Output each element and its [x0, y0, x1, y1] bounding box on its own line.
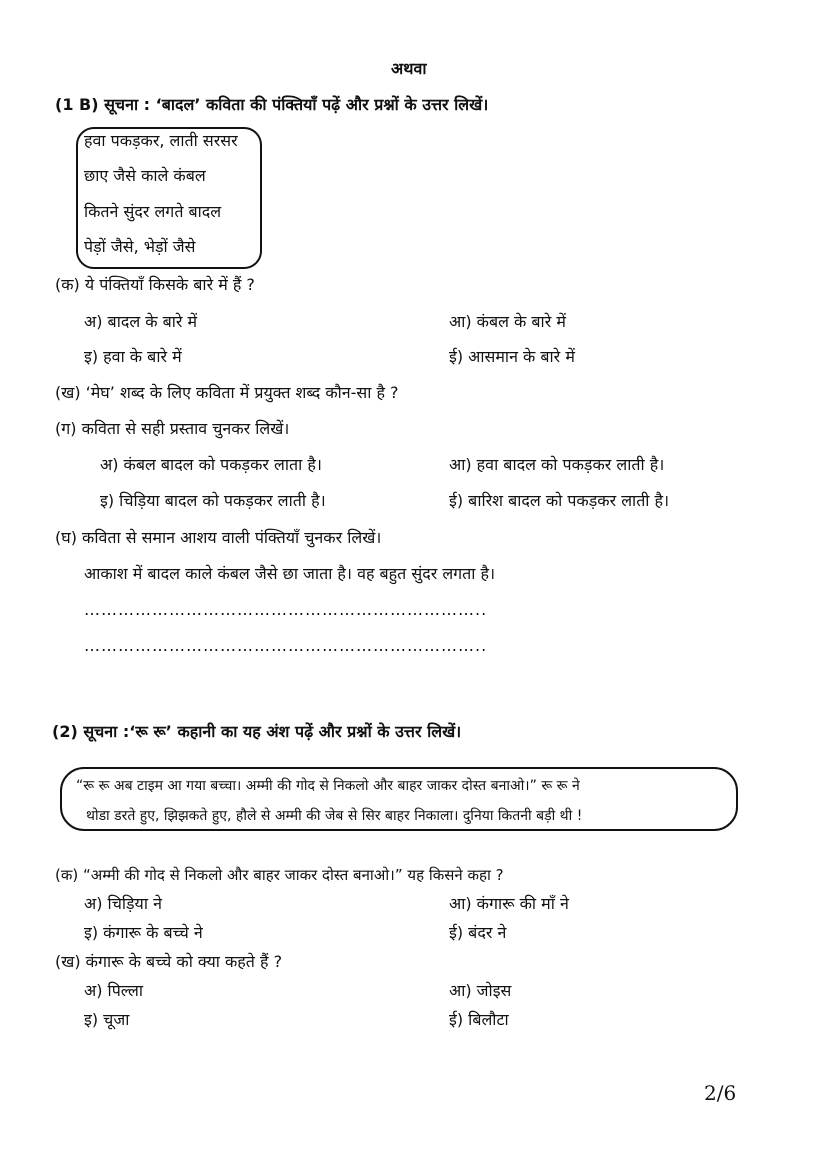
q1b-ka-question: (क) ये पंक्तियाँ किसके बारे में हैं ? — [55, 275, 255, 294]
q2-instruction: (2) सूचना :‘रू रू’ कहानी का यह अंश पढ़ें और प्रश्नों के उत्तर लिखें। — [52, 722, 462, 741]
q2-kha-option-ii: ई) बिलौटा — [449, 1010, 509, 1029]
passage-line: थोडा डरते हुए, झिझकते हुए, हौले से अम्मी की जेब से सिर बाहर निकाला। दुनिया कितनी बड़ी थी ! — [86, 808, 583, 824]
page-number: 2/6 — [704, 1081, 737, 1105]
q2-kha-option-a: अ) पिल्ला — [84, 981, 143, 1000]
q2-ka-option-aa: आ) कंगारू की माँ ने — [449, 894, 569, 913]
poem-line: हवा पकड़कर, लाती सरसर — [84, 131, 238, 150]
q1b-gha-question: (घ) कविता से समान आशय वाली पंक्तियाँ चुनकर लिखें। — [55, 528, 382, 547]
section-heading-athava: अथवा — [391, 59, 427, 78]
q1b-ga-option-i: इ) चिड़िया बादल को पकड़कर लाती है। — [100, 491, 326, 510]
q1b-ka-option-ii: ई) आसमान के बारे में — [449, 347, 575, 366]
answer-line: …………………………………………………………….. — [84, 600, 488, 619]
q1b-ka-option-i: इ) हवा के बारे में — [84, 347, 182, 366]
q2-ka-option-i: इ) कंगारू के बच्चे ने — [84, 923, 203, 942]
q1b-ga-option-a: अ) कंबल बादल को पकड़कर लाता है। — [100, 455, 322, 474]
poem-line: कितने सुंदर लगते बादल — [84, 202, 222, 221]
poem-line: पेड़ों जैसे, भेड़ों जैसे — [84, 237, 196, 256]
q2-kha-question: (ख) कंगारू के बच्चे को क्या कहते हैं ? — [55, 952, 283, 971]
q2-ka-option-a: अ) चिड़िया ने — [84, 894, 162, 913]
answer-line: …………………………………………………………….. — [84, 636, 488, 655]
poem-line: छाए जैसे काले कंबल — [84, 166, 206, 185]
q1b-ga-option-aa: आ) हवा बादल को पकड़कर लाती है। — [449, 455, 665, 474]
passage-line: “रू रू अब टाइम आ गया बच्चा। अम्मी की गोद से निकलो और बाहर जाकर दोस्त बनाओ।” रू रू ने — [76, 778, 580, 794]
q1b-ka-option-aa: आ) कंबल के बारे में — [449, 312, 566, 331]
q1b-ga-question: (ग) कविता से सही प्रस्ताव चुनकर लिखें। — [55, 419, 290, 438]
q1b-instruction: (1 B) सूचना : ‘बादल’ कविता की पंक्तियाँ पढ़ें और प्रश्नों के उत्तर लिखें। — [55, 95, 489, 114]
q1b-kha-question: (ख) ‘मेघ’ शब्द के लिए कविता में प्रयुक्त शब्द कौन-सा है ? — [55, 383, 399, 402]
q2-kha-option-i: इ) चूजा — [84, 1010, 130, 1029]
q1b-ga-option-ii: ई) बारिश बादल को पकड़कर लाती है। — [449, 491, 670, 510]
q1b-ka-option-a: अ) बादल के बारे में — [84, 312, 198, 331]
q1b-gha-statement: आकाश में बादल काले कंबल जैसे छा जाता है। वह बहुत सुंदर लगता है। — [84, 564, 496, 583]
q2-ka-question: (क) “अम्मी की गोद से निकलो और बाहर जाकर दोस्त बनाओ।” यह किसने कहा ? — [55, 866, 504, 884]
q2-ka-option-ii: ई) बंदर ने — [449, 923, 507, 942]
q2-kha-option-aa: आ) जोइस — [449, 981, 512, 1000]
